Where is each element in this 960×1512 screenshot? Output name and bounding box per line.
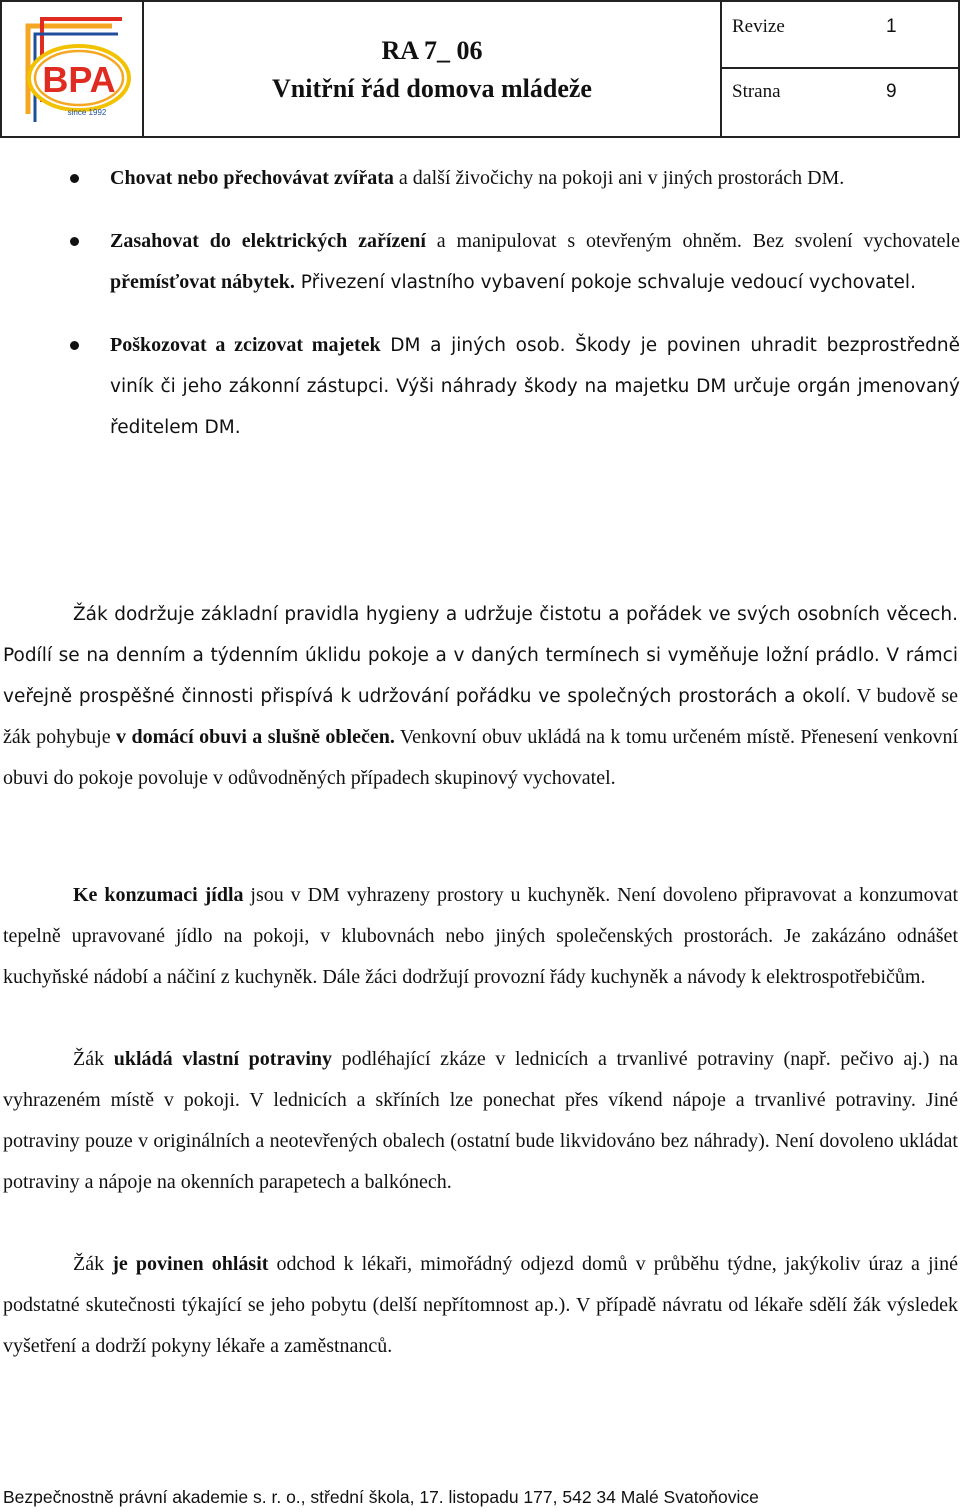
hygiene-text-3: Venkovní obuv ukládá na k tomu určeném místě. Přenesení venkovní obuvi do pokoje povoluje v odůvodněných případech skupinový vychovatel.	[3, 726, 959, 789]
paragraph-food	[3, 875, 958, 998]
logo-cell	[2, 2, 144, 136]
document-header	[0, 0, 960, 138]
hygiene-bold: v domácí obuvi a slušně oblečen.	[116, 726, 395, 748]
hygiene-text-2: V budově se žák pohybuje	[3, 685, 958, 748]
logo-since: since 1992	[67, 108, 107, 117]
doc-title: Vnitřní řád domova mládeže	[272, 74, 592, 103]
bullet-bold: Zasahovat do elektrických zařízení	[110, 230, 426, 252]
bpa-logo	[2, 2, 144, 136]
bullet-icon	[70, 237, 79, 246]
list-item	[0, 221, 960, 303]
doc-code: RA 7_ 06	[381, 36, 483, 65]
report-text: odchod k lékaři, mimořádný odjezd domů v průběhu týdne, jakýkoliv úraz a jiné podstatné skutečnosti týkající se jeho pobytu (delší nepřítomnost ap.). V případě návratu od lékaře sdělí žák výsledek vyšetření a dodrží pokyny lékaře a zaměstnanců.	[3, 1253, 958, 1357]
storage-text: podléhající zkáze v lednicích a trvanlivé potraviny (např. pečivo aj.) na vyhrazeném místě v pokoji. V lednicích a skříních lze ponechat přes víkend nápoje a trvanlivé potraviny. Jiné potraviny pouze v originálních a neotevřených obalech (ostatní bude likvidováno bez náhrady). Není dovoleno ukládat potraviny a nápoje na okenních parapetech a balkónech.	[3, 1048, 958, 1193]
paragraph-storage	[3, 1039, 958, 1203]
bullet-bold: Chovat nebo přechovávat zvířata	[110, 167, 394, 189]
bullet-bold-mid: přemísťovat nábytek.	[110, 271, 295, 293]
bullet-icon	[70, 174, 79, 183]
paragraph-report	[3, 1244, 958, 1367]
report-bold: je povinen ohlásit	[112, 1253, 269, 1275]
list-item	[0, 158, 960, 199]
report-lead: Žák	[73, 1253, 113, 1275]
paragraph-hygiene	[3, 594, 958, 799]
logo-text: BPA	[42, 59, 116, 100]
page-row	[722, 69, 958, 136]
list-item	[0, 325, 960, 448]
bullet-text-sans: Přivezení vlastního vybavení pokoje schvaluje vedoucí vychovatel.	[294, 272, 916, 293]
storage-lead: Žák	[73, 1048, 114, 1070]
header-title-cell	[144, 2, 722, 136]
page-label: Strana	[732, 81, 781, 102]
bullet-text: a manipulovat s otevřeným ohněm. Bez svolení vychovatele	[425, 230, 960, 252]
prohibitions-list	[0, 158, 960, 448]
storage-bold: ukládá vlastní potraviny	[113, 1048, 333, 1070]
food-text: jsou v DM vyhrazeny prostory u kuchyněk. Není dovoleno připravovat a konzumovat tepelně upravované jídlo na pokoji, v klubovnách nebo jiných společenských prostorách. Je zakázáno odnášet kuchyňské nádobí a náčiní z kuchyněk. Dále žáci dodržují provozní řády kuchyněk a návody k elektrospotřebičům.	[3, 884, 959, 988]
page-footer: Bezpečnostně právní akademie s. r. o., střední škola, 17. listopadu 177, 542 34 Malé Svatoňovice	[3, 1487, 759, 1507]
bullet-text: a další živočichy na pokoji ani v jiných prostorách DM.	[393, 167, 845, 189]
bullet-bold: Poškozovat a zcizovat majetek	[110, 334, 381, 356]
bullet-icon	[70, 341, 79, 350]
revision-value: 1	[886, 16, 897, 37]
hygiene-text: Žák dodržuje základní pravidla hygieny a udržuje čistotu a pořádek ve svých osobních věcech. Podílí se na denním a týdenním úklidu pokoje a v daných termínech si vyměňuje ložní prádlo. V rámci veřejně prospěšné činnosti přispívá k udržování pořádku ve společných prostorách a okolí.	[3, 604, 958, 707]
food-bold: Ke konzumaci jídla	[73, 884, 244, 906]
page-number: 9	[886, 81, 897, 102]
bullet-text-sans: DM a jiných osob. Škody je povinen uhradit bezprostředně viník či jeho zákonní zástupci. Výši náhrady škody na majetku DM určuje orgán jmenovaný ředitelem DM.	[110, 335, 960, 438]
header-meta-cell	[722, 2, 958, 136]
revision-row	[722, 2, 958, 69]
revision-label: Revize	[732, 16, 785, 37]
